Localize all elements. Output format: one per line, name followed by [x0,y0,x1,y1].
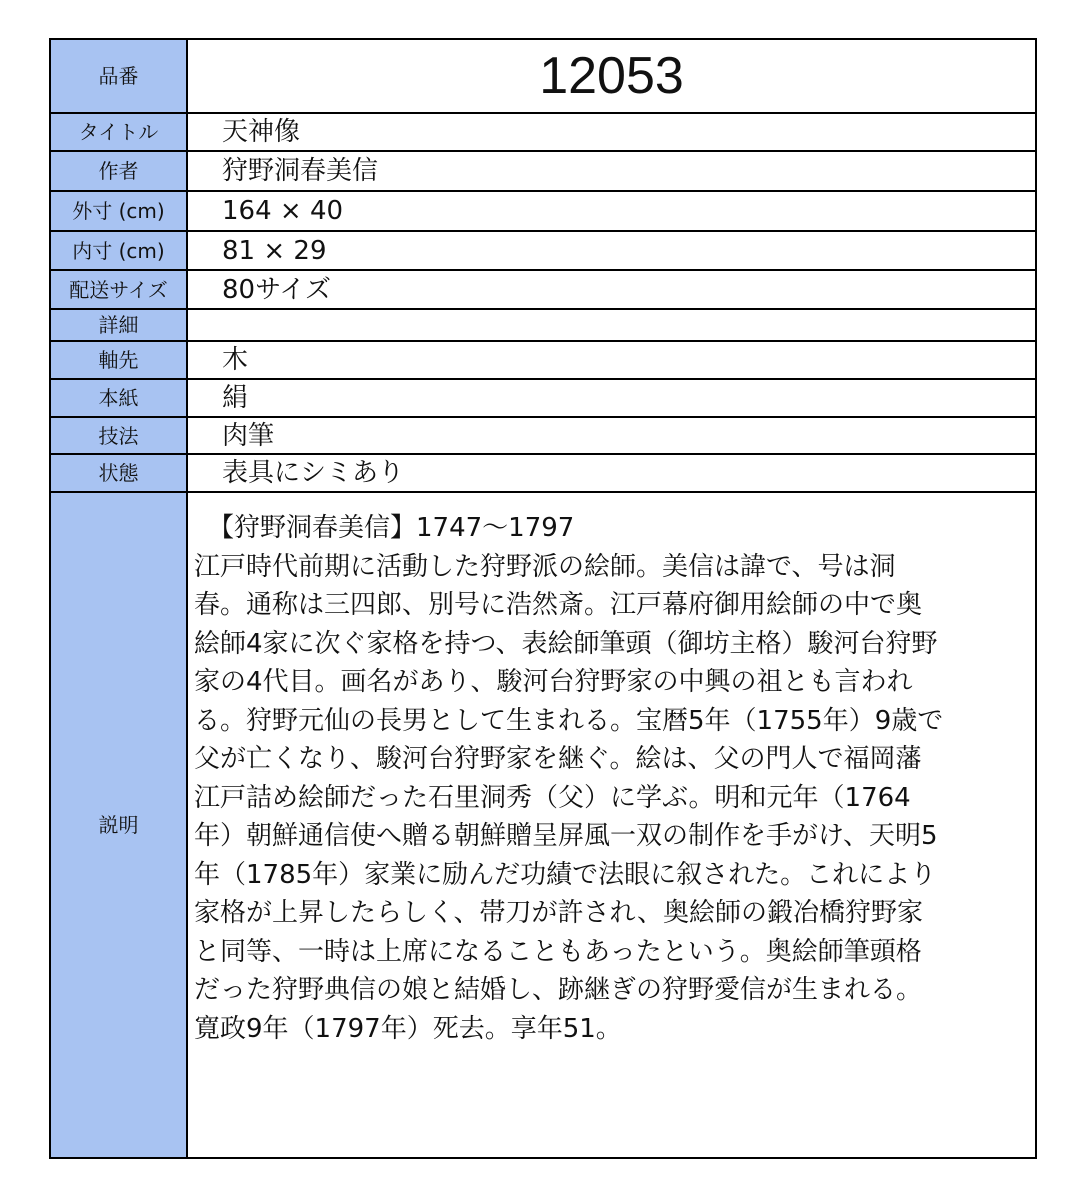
details-value [187,309,1036,341]
outer-size-value: 164 × 40 [187,191,1036,231]
title-label: タイトル [50,113,187,151]
row-condition [50,454,1036,492]
description-label: 説明 [50,492,187,1158]
details-label: 詳細 [50,309,187,341]
item-spec-table [49,38,1037,1159]
row-roller-ends [50,341,1036,379]
description-line: 江戸時代前期に活動した狩野派の絵師。美信は諱で、号は洞 [194,551,896,582]
row-shipping-size [50,270,1036,309]
description-line: 寛政9年（1797年）死去。享年51。 [194,1013,622,1044]
description-line: 家格が上昇したらしく、帯刀が許され、奥絵師の鍛冶橋狩野家 [194,898,924,928]
description-line: る。狩野元仙の長男として生まれる。宝暦5年（1755年）9歳で [194,705,944,736]
condition-value: 表具にシミあり [187,454,1036,492]
row-author [50,151,1036,191]
row-details [50,309,1036,341]
row-inner-size [50,231,1036,270]
roller-ends-value: 木 [187,341,1036,379]
description-line: 年）朝鮮通信使へ贈る朝鮮贈呈屏風一双の制作を手がけ、天明5 [194,821,938,851]
inner-size-value: 81 × 29 [187,231,1036,270]
description-line: 【狩野洞春美信】1747〜1797 [208,513,575,543]
technique-value: 肉筆 [187,417,1036,454]
shipping-size-value: 80サイズ [187,270,1036,309]
description-line: と同等、一時は上席になることもあったという。奥絵師筆頭格 [194,936,922,967]
condition-label: 状態 [50,454,187,492]
row-description [50,492,1036,1158]
row-technique [50,417,1036,454]
base-material-value: 絹 [187,379,1036,417]
author-value: 狩野洞春美信 [187,151,1036,191]
description-line: 絵師4家に次ぐ家格を持つ、表絵師筆頭（御坊主格）駿河台狩野 [194,628,938,659]
description-line: だった狩野典信の娘と結婚し、跡継ぎの狩野愛信が生まれる。 [194,975,923,1005]
description-line: 家の4代目。画名があり、駿河台狩野家の中興の祖とも言われ [194,667,913,697]
base-material-label: 本紙 [50,379,187,417]
roller-ends-label: 軸先 [50,341,187,379]
shipping-size-label: 配送サイズ [50,270,187,309]
description-line: 年（1785年）家業に励んだ功績で法眼に叙された。これにより [194,859,937,890]
row-base-material [50,379,1036,417]
description-line: 江戸詰め絵師だった石里洞秀（父）に学ぶ。明和元年（1764 [194,782,911,813]
technique-label: 技法 [50,417,187,454]
inner-size-label: 内寸 (cm) [50,231,187,270]
outer-size-label: 外寸 (cm) [50,191,187,231]
description-text [187,492,1036,1158]
description-line: 春。通称は三四郎、別号に浩然斎。江戸幕府御用絵師の中で奥 [194,590,923,620]
title-value: 天神像 [187,113,1036,151]
row-title [50,113,1036,151]
item-number-label: 品番 [50,39,187,113]
description-line: 父が亡くなり、駿河台狩野家を継ぐ。絵は、父の門人で福岡藩 [194,744,922,774]
row-item-number [50,39,1036,113]
row-outer-size [50,191,1036,231]
item-number-value: 12053 [187,39,1036,113]
author-label: 作者 [50,151,187,191]
